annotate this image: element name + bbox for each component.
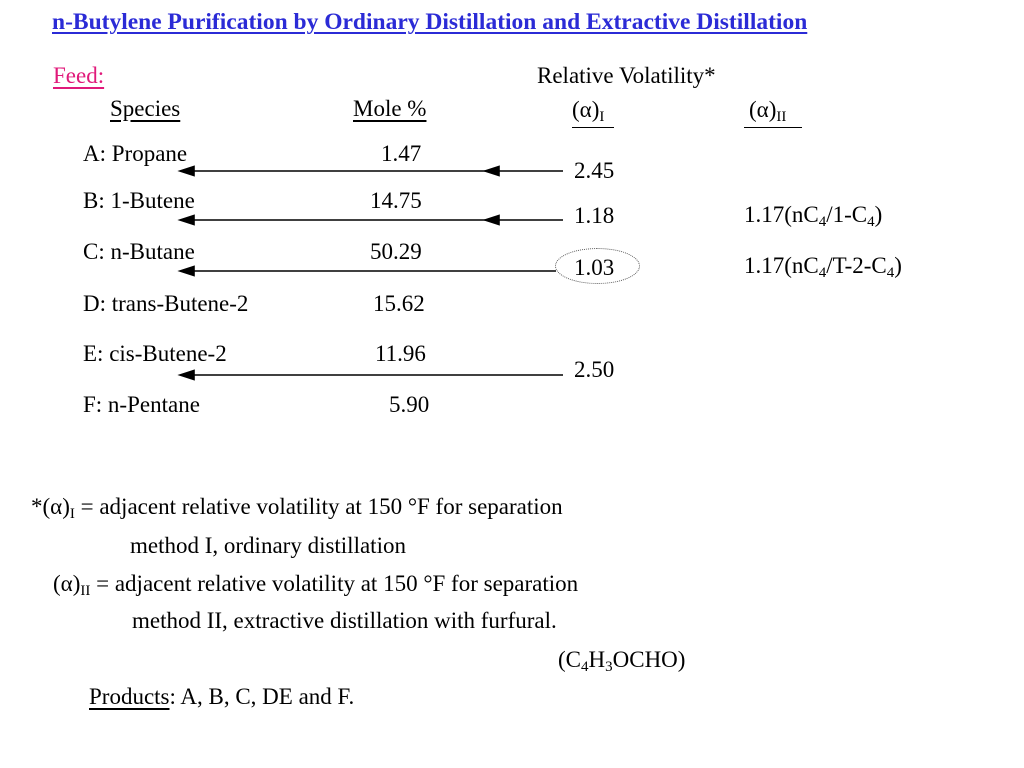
mole-trans-butene-2: 15.62 [373, 291, 425, 316]
alpha-symbol: (α) [572, 97, 600, 122]
relative-volatility-header: Relative Volatility* [537, 63, 716, 88]
alpha-II-subscript: 4 [867, 214, 875, 230]
species-cis-butene-2: E: cis-Butene-2 [83, 341, 227, 366]
alpha-II-text: ) [874, 202, 883, 227]
footnote-text: *(α) [31, 494, 70, 519]
alpha-I-value-bc: 1.18 [574, 203, 615, 228]
slide-title: n-Butylene Purification by Ordinary Distillation and Extractive Distillation [52, 9, 808, 35]
species-1-butene: B: 1-Butene [83, 188, 195, 213]
furfural-formula [558, 647, 686, 675]
formula-text: (C [558, 647, 581, 672]
footnote-1 [31, 494, 563, 522]
species-n-pentane: F: n-Pentane [83, 392, 200, 417]
footnote-1-line2: method I, ordinary distillation [130, 533, 406, 558]
products-text: : A, B, C, DE and F. [169, 684, 355, 709]
formula-subscript: 4 [581, 659, 589, 675]
arrow-head-icon [180, 167, 194, 176]
arrow-head-icon [180, 216, 194, 225]
footnote-text: (α) [53, 571, 81, 596]
alpha-II-text: /1-C [826, 202, 868, 227]
formula-text: H [588, 647, 606, 672]
mole-n-butane: 50.29 [370, 239, 422, 264]
alpha-I-value-ef: 2.50 [574, 357, 615, 382]
alpha-II-subscript: 4 [818, 265, 827, 281]
arrow-head-icon [485, 216, 499, 225]
species-header: Species [110, 96, 181, 121]
arrow-head-icon [485, 167, 499, 176]
mole-propane: 1.47 [381, 141, 422, 166]
alpha-II-text: 1.17(nC [744, 202, 819, 227]
alpha-subscript: II [776, 109, 787, 125]
alpha-subscript: I [599, 109, 605, 125]
footnote-text: = adjacent relative volatility at 150 °F for separation [90, 571, 579, 596]
species-trans-butene-2: D: trans-Butene-2 [83, 291, 249, 316]
mole-percent-header: Mole % [353, 96, 427, 121]
alpha-I-value-ab: 2.45 [574, 158, 615, 183]
alpha-II-text: ) [894, 253, 902, 278]
mole-1-butene: 14.75 [370, 188, 422, 213]
products-line [89, 685, 354, 708]
arrow-head-icon [180, 371, 194, 380]
alpha-II-text: 1.17(nC [744, 253, 819, 278]
species-propane: A: Propane [83, 141, 188, 166]
mole-cis-butene-2: 11.96 [375, 341, 426, 366]
species-n-butane: C: n-Butane [83, 239, 195, 264]
footnote-subscript: I [69, 506, 75, 522]
mole-n-pentane: 5.90 [389, 392, 430, 417]
products-label: Products [89, 684, 170, 709]
footnote-text: = adjacent relative volatility at 150 °F for separation [74, 494, 563, 519]
alpha-I-value-cd: 1.03 [574, 255, 615, 280]
alpha-symbol: (α) [749, 97, 777, 122]
formula-subscript: 3 [605, 659, 613, 675]
arrow-head-icon [180, 267, 194, 276]
alpha-II-text: /T-2-C [826, 253, 887, 278]
footnote-subscript: II [80, 583, 91, 599]
alpha-II-subscript: 4 [886, 265, 895, 281]
footnote-2-line2: method II, extractive distillation with furfural. [132, 608, 557, 633]
footnote-2 [53, 571, 579, 599]
alpha-II-subscript: 4 [818, 214, 827, 230]
formula-text: OCHO) [612, 647, 686, 672]
feed-label: Feed: [53, 63, 105, 88]
